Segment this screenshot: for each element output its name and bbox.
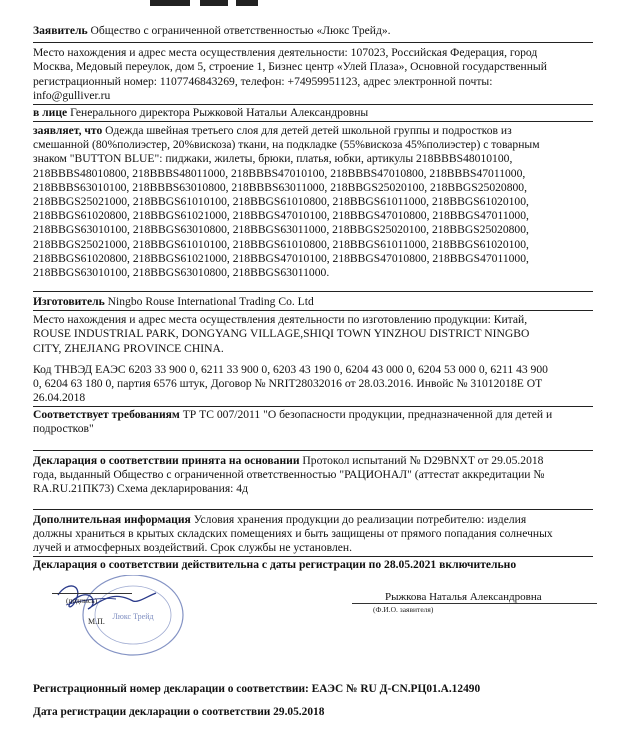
seal-place-mark: М.П. xyxy=(88,617,105,626)
manufacturer-line: CITY, ZHEJIANG PROVINCE CHINA. xyxy=(33,341,224,355)
declares-line: знаком "BUTTON BLUE": пиджаки, жилеты, брюки, платья, юбки, артикулы 218BBBS48010100, xyxy=(33,152,513,166)
conforms-label: Соответствует требованиям xyxy=(33,408,180,421)
additional-line: должны храниться в крытых складских помещениях и быть защищены от прямого попадания солнечных xyxy=(33,527,553,541)
additional-line: Условия хранения продукции до реализации потребителю: изделия xyxy=(190,513,527,526)
basis-line: Протокол испытаний № D29BNXT от 29.05.2018 xyxy=(299,454,544,467)
declares-line: смешанной (80%полиэстер, 20%вискоза) ткани, на подкладке (55%вискоза 45%полиэстер) с товарным xyxy=(33,138,540,152)
additional-info-section xyxy=(33,509,593,556)
declares-line: 218BBGS25021000, 218BBGS61010100, 218BBGS61010800, 218BBGS61011000, 218BBGS61020100, xyxy=(33,237,529,251)
applicant-name: Общество с ограниченной ответственностью «Люкс Трейд». xyxy=(87,24,391,37)
manufacturer-name: Ningbo Rouse International Trading Co. Ltd xyxy=(104,295,314,308)
codes-line: 26.04.2018 xyxy=(33,391,86,405)
top-cropped-header xyxy=(0,0,620,14)
declares-line: 218BBGS25021000, 218BBGS61010100, 218BBGS61010800, 218BBGS61011000, 218BBGS61020100, xyxy=(33,195,529,209)
signer-name: Рыжкова Наталья Александровна xyxy=(385,591,542,603)
declares-line: 218BBBS48010800, 218BBBS48011000, 218BBBS47010100, 218BBBS47010800, 218BBBS47011000, xyxy=(33,166,526,180)
applicant-section xyxy=(33,24,593,103)
signer-name-line xyxy=(352,603,597,604)
applicant-address-line: info@gulliver.ru xyxy=(33,88,111,102)
declares-line: 218BBGS61020800, 218BBGS61021000, 218BBGS47010100, 218BBGS47010800, 218BBGS47011000, xyxy=(33,209,529,223)
manufacturer-line: Место нахождения и адрес места осуществления деятельности по изготовлению продукции: Китай, xyxy=(33,313,528,327)
basis-line: года, выданный Общество с ограниченной ответственностью "РАЦИОНАЛ" (аттестат аккредитации № xyxy=(33,468,545,482)
conforms-line: подростков" xyxy=(33,422,94,436)
declares-section xyxy=(33,124,593,280)
declares-label: заявляет, что xyxy=(33,124,103,137)
codes-line: 0, 6204 63 180 0, партия 6576 штук, Договор № NRIT28032016 от 28.03.2016. Инвойс № 31012018E ОТ xyxy=(33,377,543,391)
additional-label: Дополнительная информация xyxy=(33,513,191,526)
applicant-address-line: Москва, Медовый переулок, дом 5, строение 1, Бизнес центр «Улей Плаза», Основной государственный xyxy=(33,60,547,74)
stamp-text: Люкс Трейд xyxy=(112,612,154,621)
conforms-section xyxy=(33,406,593,436)
applicant-label: Заявитель xyxy=(33,24,88,37)
additional-line: лучей и атмосферных воздействий. Срок службы не установлен. xyxy=(33,541,353,555)
signature-line xyxy=(52,593,132,594)
codes-line: Код ТНВЭД ЕАЭС 6203 33 900 0, 6211 33 900 0, 6203 43 190 0, 6204 43 000 0, 6204 53 000 0, 6211 43 900 xyxy=(33,363,548,376)
manufacturer-label: Изготовитель xyxy=(33,295,105,308)
signature-caption: (подпись) xyxy=(66,596,98,605)
represented-by-label: в лице xyxy=(33,106,68,119)
represented-by-section xyxy=(33,104,593,122)
basis-label: Декларация о соответствии принята на основании xyxy=(33,454,300,467)
manufacturer-section xyxy=(33,291,593,356)
applicant-address-line: регистрационный номер: 1107746843269, телефон: +74959951123, адрес электронной почты: xyxy=(33,74,493,88)
registration-date: Дата регистрации декларации о соответствии 29.05.2018 xyxy=(33,706,325,718)
declares-line: 218BBGS63010100, 218BBGS63010800, 218BBGS63011000. xyxy=(33,266,330,280)
company-stamp-signature xyxy=(38,575,198,665)
conforms-line: ТР ТС 007/2011 "О безопасности продукции, предназначенной для детей и xyxy=(179,408,553,421)
validity-statement: Декларация о соответствии действительна с даты регистрации по 28.05.2021 включительно xyxy=(33,556,593,572)
declares-line: 218BBGS63010100, 218BBGS63010800, 218BBGS63011000, 218BBGS25020100, 218BBGS25020800, xyxy=(33,223,529,237)
declares-line: Одежда швейная третьего слоя для детей детей школьной группы и подростков из xyxy=(102,124,512,137)
basis-line: RA.RU.21ПК73) Схема декларирования: 4д xyxy=(33,482,248,496)
manufacturer-line: ROUSE INDUSTRIAL PARK, DONGYANG VILLAGE,SHIQI TOWN YINZHOU DISTRICT NINGBO xyxy=(33,327,530,341)
declares-line: 218BBBS63010100, 218BBBS63010800, 218BBBS63011000, 218BBGS25020100, 218BBGS25020800, xyxy=(33,180,527,194)
codes-section xyxy=(33,363,593,406)
registration-number: Регистрационный номер декларации о соответствии: ЕАЭС № RU Д-CN.РЦ01.А.12490 xyxy=(33,683,481,695)
basis-section xyxy=(33,450,593,497)
declares-line: 218BBGS61020800, 218BBGS61021000, 218BBGS47010100, 218BBGS47010800, 218BBGS47011000, xyxy=(33,251,529,265)
represented-by-text: Генерального директора Рыжковой Натальи Александровны xyxy=(67,106,369,119)
signer-name-caption: (Ф.И.О. заявителя) xyxy=(373,605,434,614)
applicant-address-line: Место нахождения и адрес места осуществления деятельности: 107023, Российская Федерация, город xyxy=(33,46,538,60)
